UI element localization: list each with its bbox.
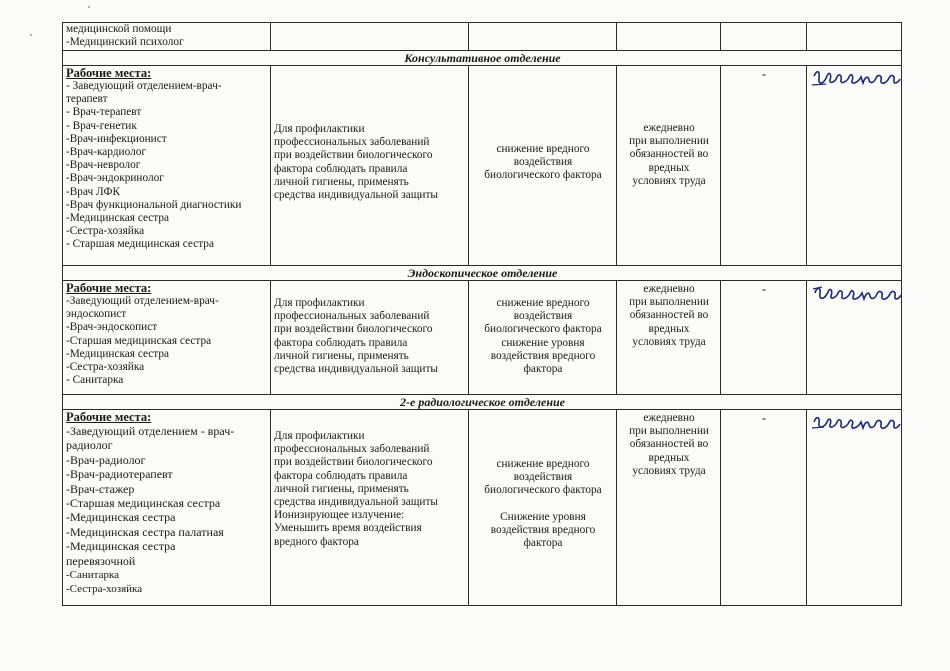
roles-heading: Рабочие места:: [66, 281, 152, 295]
table-row: [63, 281, 902, 395]
period-cell: [617, 410, 721, 606]
measure-line: средства индивидуальной защиты: [274, 363, 438, 376]
measure-line: вредного фактора: [274, 535, 359, 548]
period-line: вредных: [648, 161, 690, 174]
measure-line: профессиональных заболеваний: [274, 136, 430, 149]
period-line: при выполнении: [629, 135, 709, 148]
roles-cell: [63, 66, 271, 266]
goal-line: воздействия вредного: [490, 523, 596, 536]
measure-cell: [271, 410, 469, 606]
measure-cell: [271, 66, 469, 266]
dash-mark: -: [762, 282, 766, 296]
role-line: -Медицинская сестра: [66, 539, 176, 554]
period-cell: [617, 66, 721, 266]
section-header-row: [63, 266, 902, 281]
section-title: 2-е радиологическое отделение: [63, 395, 902, 410]
measure-line: при воздействии биологического: [274, 149, 433, 162]
role-line: терапевт: [66, 93, 108, 106]
period-line: условиях труда: [632, 174, 706, 187]
empty-cell: [469, 23, 617, 51]
goal-line: воздействия: [513, 471, 573, 484]
goal-line: фактора: [523, 363, 563, 376]
scan-speck: [30, 34, 32, 36]
measure-line: профессиональных заболеваний: [274, 443, 430, 456]
period-line: условиях труда: [632, 335, 706, 348]
roles-cell: [63, 23, 271, 51]
period-line: обязанностей во: [629, 438, 709, 451]
measure-line: Для профилактики: [274, 430, 365, 442]
responsible-cell: [721, 281, 807, 395]
goal-line: воздействия: [513, 310, 573, 323]
role-line: -Врач-кардиолог: [66, 146, 146, 159]
period-line: при выполнении: [629, 296, 709, 309]
goal-cell: [469, 66, 617, 266]
role-line: -Врач-радиолог: [66, 452, 146, 467]
role-line: -Врач-стажер: [66, 481, 135, 496]
table-row: [63, 410, 902, 606]
measure-line: личной гигиены, применять: [274, 175, 409, 188]
measure-line: личной гигиены, применять: [274, 349, 409, 362]
measure-line: Ионизирующее излучение:: [274, 509, 405, 522]
role-line: -Сестра-хозяйка: [66, 361, 145, 374]
responsible-cell: [721, 66, 807, 266]
goal-line: биологического фактора: [484, 484, 602, 497]
role-line: -Заведующий отделением-врач-: [66, 295, 219, 307]
roles-heading: Рабочие места:: [66, 66, 152, 80]
empty-cell: [271, 23, 469, 51]
goal-line: снижение вредного: [496, 143, 590, 155]
empty-cell: [807, 23, 902, 51]
signature-cell: [807, 66, 902, 266]
role-line: - Санитарка: [66, 374, 124, 387]
goal-line: биологического фактора: [484, 323, 602, 336]
goal-line: биологического фактора: [484, 169, 602, 182]
section-title: Эндоскопическое отделение: [63, 266, 902, 281]
empty-cell: [617, 23, 721, 51]
measure-line: при воздействии биологического: [274, 456, 433, 469]
goal-line: [472, 498, 614, 511]
period-line: обязанностей во: [629, 148, 709, 161]
goal-line: снижение уровня: [501, 336, 585, 349]
period-line: вредных: [648, 322, 690, 335]
roles-cell: [63, 281, 271, 395]
role-line: -Медицинский психолог: [66, 36, 184, 49]
responsible-cell: [721, 410, 807, 606]
role-line: - Старшая медицинская сестра: [66, 238, 214, 251]
role-line: радиолог: [66, 438, 113, 453]
role-line: -Медицинская сестра: [66, 510, 176, 525]
table-row-top-fragment: [63, 23, 902, 51]
empty-cell: [721, 23, 807, 51]
role-line: перевязочной: [66, 553, 136, 568]
measure-line: фактора соблюдать правила: [274, 336, 408, 349]
role-line: -Врач функциональной диагностики: [66, 198, 242, 211]
period-line: ежедневно: [643, 283, 695, 295]
period-line: ежедневно: [643, 122, 695, 134]
role-line: -Медицинская сестра: [66, 347, 170, 360]
measure-line: профессиональных заболеваний: [274, 310, 430, 323]
role-line: -Старшая медицинская сестра: [66, 496, 221, 511]
role-line: -Врач-невролог: [66, 159, 141, 172]
role-line: -Санитарка: [66, 569, 120, 582]
measure-line: Для профилактики: [274, 297, 365, 309]
handwritten-signature-vypolneno: [810, 281, 902, 309]
period-line: вредных: [648, 451, 690, 464]
role-line: -Врач-эндокринолог: [66, 172, 164, 185]
goal-line: воздействия вредного: [490, 349, 596, 362]
role-line: -Сестра-хозяйка: [66, 225, 145, 238]
role-line: -Врач-инфекционист: [66, 132, 167, 145]
measure-cell: [271, 281, 469, 395]
dash-mark: -: [762, 67, 766, 81]
signature-cell: [807, 281, 902, 395]
handwritten-signature-vypolneno: [810, 66, 902, 96]
measure-line: фактора соблюдать правила: [274, 469, 408, 482]
period-line: условиях труда: [632, 464, 706, 477]
role-line: - Заведующий отделением-врач-: [66, 80, 222, 92]
goal-line: снижение вредного: [496, 458, 590, 470]
role-line: -Медицинская сестра палатная: [66, 524, 224, 539]
period-cell: [617, 281, 721, 395]
goal-line: фактора: [523, 537, 563, 550]
period-line: ежедневно: [643, 412, 695, 424]
section-title: Консультативное отделение: [63, 51, 902, 66]
period-line: при выполнении: [629, 425, 709, 438]
measure-line: при воздействии биологического: [274, 323, 433, 336]
role-line: -Сестра-хозяйка: [66, 583, 143, 596]
period-line: обязанностей во: [629, 309, 709, 322]
section-header-row: [63, 395, 902, 410]
measure-line: Для профилактики: [274, 123, 365, 135]
goal-cell: [469, 281, 617, 395]
role-line: -Заведующий отделением - врач-: [66, 424, 235, 438]
role-line: медицинской помощи: [66, 23, 172, 35]
section-header-row: [63, 51, 902, 66]
measure-line: Уменьшить время воздействия: [274, 522, 422, 535]
role-line: - Врач-генетик: [66, 119, 137, 132]
dash-mark: -: [762, 411, 766, 425]
roles-cell: [63, 410, 271, 606]
role-line: -Врач-эндоскопист: [66, 321, 158, 334]
goal-line: Снижение уровня: [500, 510, 586, 523]
role-line: -Врач ЛФК: [66, 185, 120, 198]
handwritten-signature-vypolneno: [810, 410, 902, 438]
measure-line: фактора соблюдать правила: [274, 162, 408, 175]
role-line: -Врач-радиотерапевт: [66, 467, 173, 482]
roles-heading: Рабочие места:: [66, 410, 152, 424]
role-line: -Медицинская сестра: [66, 212, 170, 225]
table-row: [63, 66, 902, 266]
signature-cell: [807, 410, 902, 606]
role-line: -Старшая медицинская сестра: [66, 334, 212, 347]
measure-line: личной гигиены, применять: [274, 482, 409, 495]
goal-cell: [469, 410, 617, 606]
scan-speck: [88, 6, 90, 8]
measure-line: средства индивидуальной защиты: [274, 496, 438, 509]
measure-line: средства индивидуальной защиты: [274, 189, 438, 202]
goal-line: снижение вредного: [496, 297, 590, 309]
role-line: эндоскопист: [66, 308, 127, 321]
goal-line: воздействия: [513, 156, 573, 169]
role-line: - Врач-терапевт: [66, 106, 142, 119]
measures-table: [62, 22, 902, 606]
